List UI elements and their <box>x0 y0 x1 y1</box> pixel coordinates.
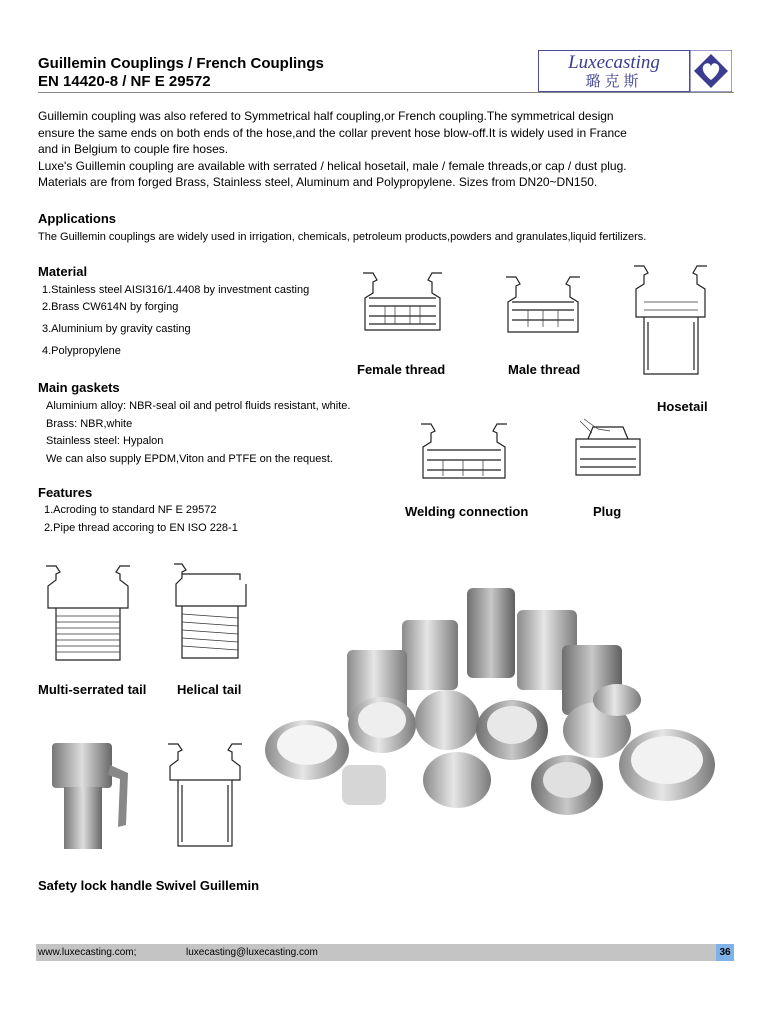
male-thread-caption: Male thread <box>508 362 581 377</box>
intro-line: Luxe's Guillemin coupling are available with serrated / helical hosetail, male / female threads,or cap / dust plug. <box>38 158 627 173</box>
intro-line: Materials are from forged Brass, Stainless steel, Aluminum and Polypropylene. Sizes from DN20~DN150. <box>38 175 598 189</box>
plug-drawing <box>568 415 648 487</box>
multi-serrated-tail-drawing <box>38 560 138 665</box>
page-title <box>38 55 324 91</box>
feature-item: 2.Pipe thread accoring to EN ISO 228-1 <box>44 522 238 534</box>
title-line-1: Guillemin Couplings / French Couplings <box>38 55 324 72</box>
applications-text: The Guillemin couplings are widely used in irrigation, chemicals, petroleum products,powders and granulates,liquid fertilizers. <box>38 231 647 243</box>
feature-item: 1.Acroding to standard NF E 29572 <box>44 504 217 516</box>
footer-website-link[interactable]: www.luxecasting.com; <box>38 947 137 958</box>
footer-email-link[interactable]: luxecasting@luxecasting.com <box>186 947 318 958</box>
safety-lock-caption: Safety lock handle Swivel Guillemin <box>38 878 260 893</box>
logo-cn-text: 璐克斯 <box>585 72 643 90</box>
male-thread-drawing <box>498 272 590 347</box>
welding-connection-drawing <box>413 420 513 488</box>
intro-line: Guillemin coupling was also refered to Symmetrical half coupling,or French coupling.The symmetrical design <box>38 109 614 123</box>
product-group-photo <box>262 580 722 835</box>
helical-tail-drawing <box>168 558 253 663</box>
gaskets-heading: Main gaskets <box>38 380 120 395</box>
intro-line: ensure the same ends on both ends of the hose,and the collar prevent hose blow-off.It is widely used in France <box>38 125 627 140</box>
material-item: 1.Stainless steel AISI316/1.4408 by investment casting <box>42 284 310 296</box>
hosetail-caption: Hosetail <box>657 399 708 414</box>
safety-lock-photo <box>40 735 135 855</box>
page-number: 36 <box>716 944 734 961</box>
intro-line: and in Belgium to couple fire hoses. <box>38 142 229 156</box>
logo-heart-icon <box>690 50 732 92</box>
helical-tail-caption: Helical tail <box>177 682 242 697</box>
material-item: 4.Polypropylene <box>42 345 121 357</box>
header-divider <box>38 92 734 93</box>
material-item: 2.Brass CW614N by forging <box>42 301 179 313</box>
features-heading: Features <box>38 485 93 500</box>
logo-text: Luxecasting <box>568 52 660 73</box>
gasket-item: Aluminium alloy: NBR-seal oil and petrol fluids resistant, white. <box>46 400 351 412</box>
logo <box>538 50 690 92</box>
swivel-guillemin-drawing <box>160 740 250 850</box>
intro-paragraph <box>38 108 738 191</box>
multi-serrated-caption: Multi-serrated tail <box>38 682 147 697</box>
gasket-item: We can also supply EPDM,Viton and PTFE on the request. <box>46 453 333 465</box>
plug-caption: Plug <box>593 504 622 519</box>
gasket-item: Brass: NBR,white <box>46 418 133 430</box>
title-line-2: EN 14420-8 / NF E 29572 <box>38 73 211 90</box>
material-item: 3.Aluminium by gravity casting <box>42 323 191 335</box>
welding-connection-caption: Welding connection <box>405 504 529 519</box>
hosetail-drawing <box>628 262 713 380</box>
gasket-item: Stainless steel: Hypalon <box>46 435 164 447</box>
footer-bar <box>36 944 734 961</box>
applications-heading: Applications <box>38 211 117 226</box>
female-thread-drawing <box>355 268 450 343</box>
female-thread-caption: Female thread <box>357 362 446 377</box>
material-heading: Material <box>38 264 88 279</box>
